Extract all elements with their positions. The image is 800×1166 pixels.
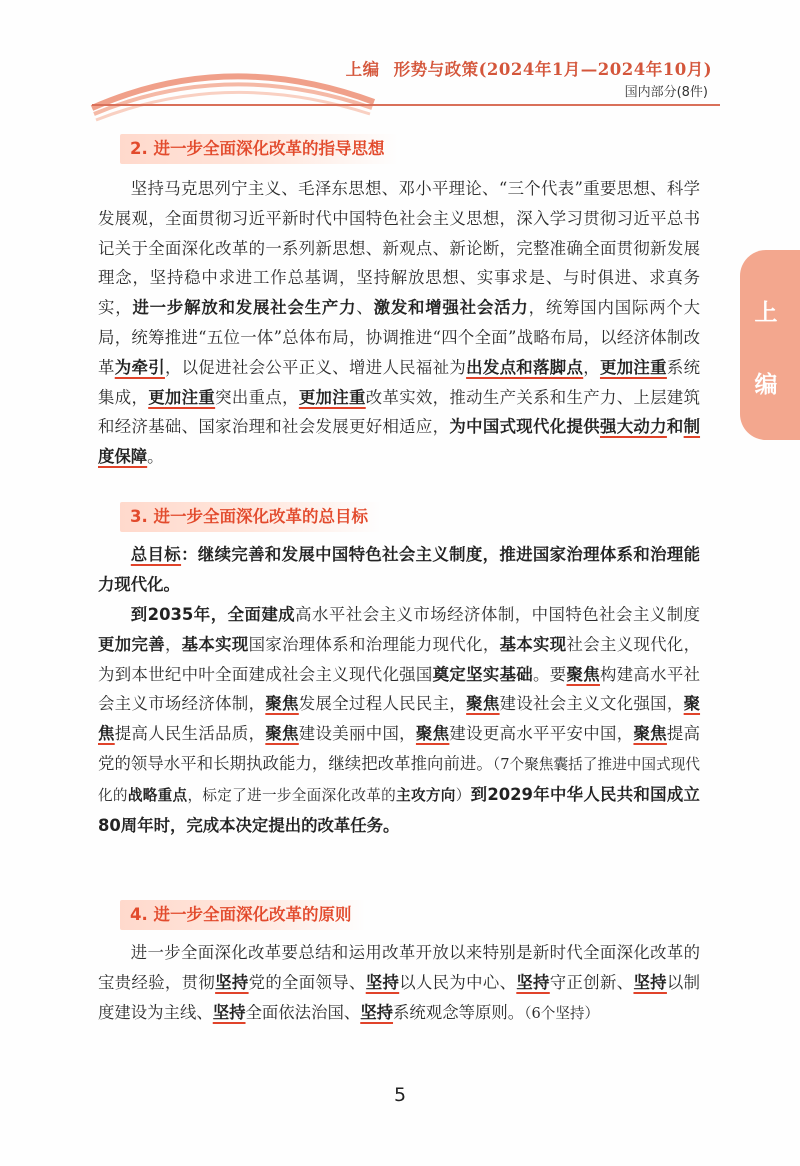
text: 。 (147, 447, 164, 467)
underlined-keyword: 更加注重 (298, 387, 366, 407)
text: 改革实效，推动生产关系和生产力、上层建筑和经济基础、国家治理和社会发展更好相适应， (98, 387, 701, 437)
text: 进一步全面深化改革要总结和运用改革开放以来特别是新时代全面深化改革的宝贵经验，贯彻 (98, 943, 700, 992)
bold-phrase: 和 (666, 417, 684, 437)
header-part: 上编 (345, 60, 380, 79)
underlined-keyword: 更加注重 (148, 387, 216, 407)
side-tab-char-1: 上 (754, 300, 778, 326)
text: 、 (356, 298, 374, 318)
underlined-keyword: 为牵引 (114, 357, 165, 377)
side-tab (740, 250, 800, 440)
header-title-text: 形势与政策(2024年1月—2024年10月) (393, 60, 712, 79)
bold-phrase: 为中国式现代化提供 (449, 417, 600, 437)
text: 坚持马克思列宁主义、毛泽东思想、邓小平理论、“三个代表”重要思想、科学发展观，全面贯彻习近平新时代中国特色社会主义思想，深入学习贯彻习近平总书记关于全面深化改革的一系列新思想、新观点、新论断，完整准确全面贯彻新发展理念，坚持稳中求进工作总基调，坚持解放思想、实事求是、与时俱进、求真务实， (98, 179, 700, 318)
bold-phrase: 更加完善 (98, 634, 165, 654)
note-text: ，标定了进一步全面深化改革的 (187, 786, 397, 804)
running-header-subtitle: 国内部分(8件) (624, 85, 708, 100)
paragraph-overall-goal (98, 540, 700, 600)
text: 党的全面领导、 (248, 972, 366, 992)
side-tab-char-2: 编 (754, 372, 778, 398)
underlined-keyword: 更加注重 (599, 357, 667, 377)
underlined-keyword: 强大动力 (599, 417, 667, 437)
header-arc-decoration (88, 62, 378, 122)
underlined-keyword: 坚持 (516, 972, 550, 992)
page-number: 5 (393, 1084, 407, 1106)
text: ，统筹国内国际两个大局，统筹推进“五位一体”总体布局，协调推进“四个全面”战略布局，以经济体制改革 (98, 298, 701, 377)
text: 构建高水平社会主义市场经济体制， (98, 664, 701, 714)
bold-phrase: 进一步解放和发展社会生产力 (132, 298, 357, 318)
text: 建设美丽中国， (298, 724, 416, 744)
bold-phrase: 奠定坚实基础 (432, 664, 534, 684)
text: 系统观念等原则。 (393, 1002, 525, 1022)
underlined-keyword: 坚持 (360, 1002, 394, 1022)
text: ， (164, 634, 182, 654)
text: 。要 (533, 664, 567, 684)
note-text: ） (455, 786, 471, 804)
text: 突出重点， (215, 387, 299, 407)
text: 以制度建设为主线、 (98, 972, 701, 1022)
section-heading-overall-goal: 3. 进一步全面深化改革的总目标 (120, 502, 382, 532)
underlined-keyword: 聚焦 (265, 694, 299, 714)
paragraph-principles (98, 938, 700, 1028)
text: 系统集成， (98, 357, 701, 407)
note-bold: 战略重点 (127, 786, 188, 804)
bold-phrase: ：继续完善和发展中国特色社会主义制度，推进国家治理体系和治理能力现代化。 (98, 545, 701, 594)
text: 社会主义现代化，为到本世纪中叶全面建成社会主义现代化强国 (98, 634, 701, 684)
text: 以人民为中心、 (399, 972, 517, 992)
paragraph-guiding-thought (98, 174, 700, 472)
text: ，以促进社会公平正义、增进人民福祉为 (164, 357, 467, 377)
note-text: （7个聚焦囊括了推进中国式现代化的 (98, 755, 700, 804)
underlined-keyword: 坚持 (633, 972, 667, 992)
text: 建设更高水平平安中国， (449, 724, 634, 744)
text: 提高党的领导水平和长期执政能力，继续把改革推向前进。 (98, 724, 701, 773)
text: 国家治理体系和治理能力现代化， (248, 634, 500, 654)
text: 提高人民生活品质， (114, 724, 266, 744)
underlined-keyword: 制度保障 (98, 417, 701, 467)
underlined-keyword: 聚焦 (633, 724, 667, 744)
text: ， (583, 357, 600, 377)
bold-phrase: 基本实现 (181, 634, 249, 654)
underlined-keyword: 坚持 (365, 972, 400, 992)
text: 发展全过程人民民主， (298, 694, 467, 714)
header-rule (92, 104, 720, 106)
text: 全面依法治国、 (245, 1002, 361, 1022)
underlined-keyword: 聚焦 (98, 694, 701, 744)
text: 守正创新、 (549, 972, 634, 992)
note-text: （6个坚持） (524, 1004, 600, 1022)
bold-phrase: 基本实现 (499, 634, 567, 654)
section-heading-guiding-thought: 2. 进一步全面深化改革的指导思想 (120, 134, 399, 164)
text: 高水平社会主义市场经济体制，中国特色社会主义制度 (295, 605, 701, 624)
underlined-keyword: 聚焦 (466, 694, 500, 714)
underlined-keyword: 坚持 (215, 972, 249, 992)
underlined-keyword: 总目标 (130, 545, 182, 564)
paragraph-2035-targets (98, 600, 700, 840)
running-header-title (346, 56, 712, 80)
section-heading-principles: 4. 进一步全面深化改革的原则 (120, 900, 366, 930)
underlined-keyword: 聚焦 (265, 724, 299, 744)
note-bold: 主攻方向 (396, 786, 456, 804)
text: 建设社会主义文化强国， (499, 694, 684, 714)
bold-phrase: 到2029年中华人民共和国成立80周年时，完成本决定提出的改革任务。 (98, 784, 700, 835)
bold-phrase: 激发和增强社会活力 (373, 298, 529, 318)
underlined-keyword: 坚持 (212, 1002, 246, 1022)
underlined-keyword: 出发点和落脚点 (466, 357, 584, 377)
bold-phrase: 到2035年，全面建成 (130, 605, 296, 624)
underlined-keyword: 聚焦 (415, 724, 450, 744)
underlined-keyword: 聚焦 (566, 664, 600, 684)
